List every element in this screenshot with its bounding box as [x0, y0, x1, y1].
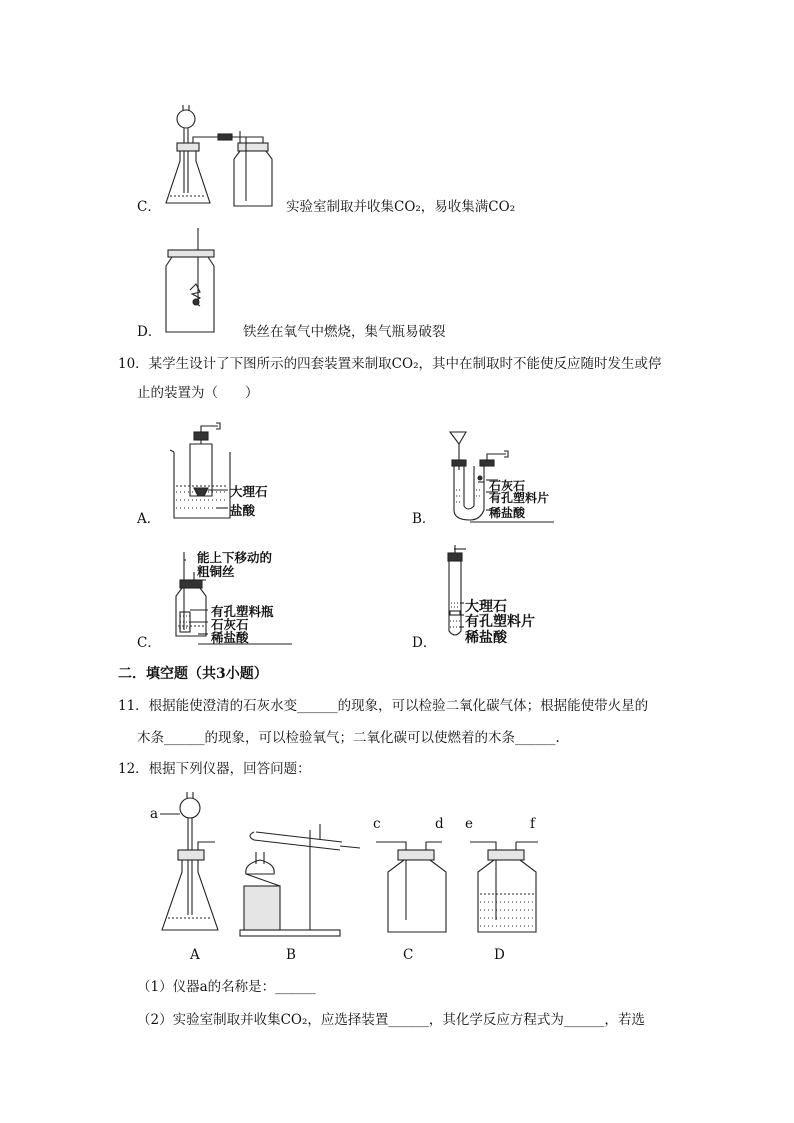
q11-line2: 木条______的现象，可以检验氧气；二氧化碳可以使燃着的木条______.	[137, 730, 560, 746]
q9-option-d-text: 铁丝在氧气中燃烧，集气瓶易破裂	[243, 324, 446, 340]
q9-option-d-label: D．	[137, 324, 162, 340]
q10b-mark-1: 石灰石	[489, 479, 526, 493]
q10-stem-line1: 10．某学生设计了下图所示的四套装置来制取CO₂，其中在制取时不能使反应随时发生或停	[118, 356, 662, 372]
q10a-beaker-figure	[170, 422, 280, 522]
q10-stem-line2: 止的装置为（ ）	[137, 385, 259, 401]
q9c-apparatus-figure	[160, 103, 280, 213]
q12-letter-e: e	[465, 816, 473, 832]
q10d-mark-2: 有孔塑料片	[465, 614, 535, 630]
q12-sub2: （2）实验室制取并收集CO₂，应选择装置______，其化学反应方程式为______，若选	[137, 1012, 645, 1028]
q10d-mark-1: 大理石	[465, 599, 507, 615]
q10-option-d-label: D．	[412, 635, 437, 651]
q10c-mark-4: 石灰石	[211, 617, 249, 632]
q10-option-a-label: A．	[137, 511, 161, 527]
q10-option-b-label: B．	[412, 511, 436, 527]
q10b-mark-2: 有孔塑料片	[489, 491, 550, 505]
q12-letter-a: a	[150, 806, 159, 822]
q10c-mark-3: 有孔塑料瓶	[211, 604, 274, 619]
q9-option-c-label: C．	[137, 199, 161, 215]
q12-letter-c: c	[373, 816, 381, 832]
section-2-title: 二．填空题（共3小题）	[118, 666, 268, 682]
q10c-mark-2: 粗铜丝	[197, 564, 235, 579]
q12-apparatus-figures	[140, 790, 560, 970]
q10-option-c-label: C．	[137, 635, 161, 651]
q12-letter-d: d	[435, 816, 444, 832]
q12-caption-a: A	[190, 947, 200, 963]
q10b-mark-3: 稀盐酸	[489, 506, 526, 520]
q12-caption-b: B	[286, 947, 296, 963]
q9d-jar-figure	[160, 228, 220, 338]
q11-line1: 11．根据能使澄清的石灰水变______的现象，可以检验二氧化碳气体；根据能使带火星的	[118, 698, 649, 714]
q10c-mark-5: 稀盐酸	[211, 630, 249, 645]
q12-letter-f: f	[530, 816, 535, 832]
q10c-mark-1: 能上下移动的	[197, 550, 273, 565]
q10a-mark-1: 大理石	[230, 484, 268, 499]
q9-option-c-text: 实验室制取并收集CO₂，易收集满CO₂	[286, 199, 516, 215]
q12-sub1: （1）仪器a的名称是：______	[137, 979, 316, 995]
q12-stem: 12．根据下列仪器，回答问题：	[118, 761, 311, 777]
q12-caption-d: D	[494, 947, 505, 963]
q10d-mark-3: 稀盐酸	[465, 630, 507, 646]
q12-caption-c: C	[403, 947, 414, 963]
q10a-mark-2: 盐酸	[230, 503, 256, 518]
